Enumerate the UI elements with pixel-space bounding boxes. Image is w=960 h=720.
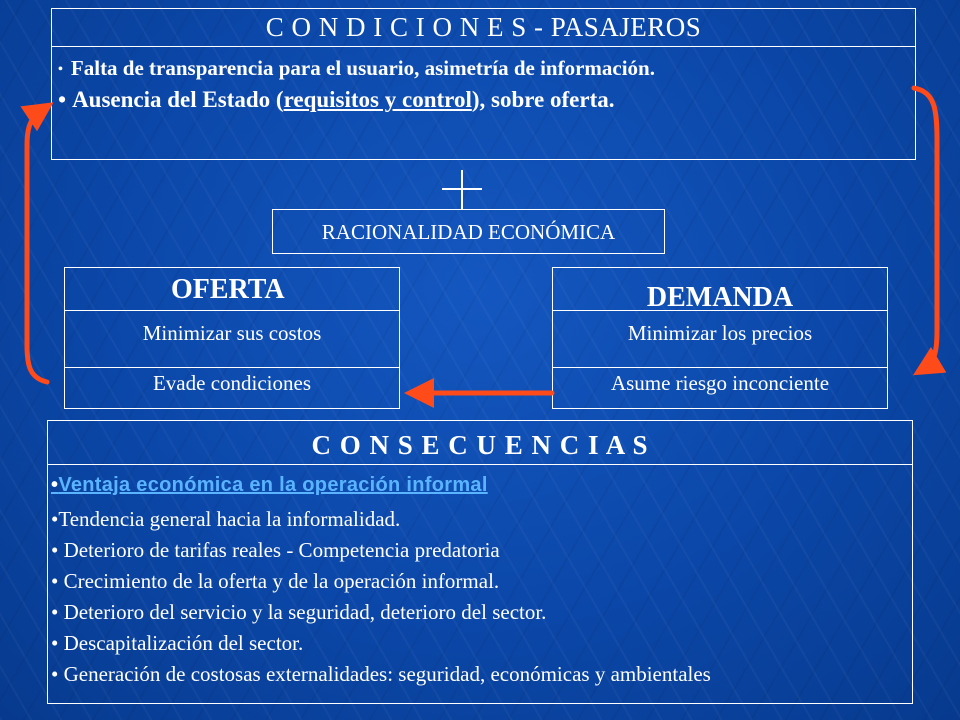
consecuencias-item: • Crecimiento de la oferta y de la operación informal.	[51, 569, 500, 593]
oferta-title: OFERTA	[65, 268, 399, 311]
arrow-oferta-to-condiciones	[27, 110, 47, 382]
consecuencias-item: • Deterioro del servicio y la seguridad, deterioro del sector.	[51, 600, 547, 624]
condiciones-item-text: Falta de transparencia para el usuario, asimetría de información.	[70, 56, 655, 80]
oferta-minimizar-costos: Minimizar sus costos	[65, 311, 399, 368]
arrow-condiciones-to-demanda	[914, 88, 937, 368]
bullet-icon: •	[58, 87, 67, 113]
racionalidad-economica-box: RACIONALIDAD ECONÓMICA	[272, 209, 665, 254]
condiciones-item-text-underlined: requisitos y control	[283, 87, 472, 113]
consecuencias-item: • Generación de costosas externalidades: seguridad, económicas y ambientales	[51, 662, 711, 686]
bullet-icon: •	[58, 62, 63, 78]
condiciones-title: C O N D I C I O N E S - PASAJEROS	[52, 9, 915, 47]
consecuencias-item: •Tendencia general hacia la informalidad.	[51, 507, 401, 531]
demanda-minimizar-precios: Minimizar los precios	[553, 311, 887, 368]
consecuencias-title: C O N S E C U E N C I A S	[48, 421, 912, 465]
oferta-evade-condiciones: Evade condiciones	[152, 371, 312, 395]
ventaja-economica-link[interactable]: Ventaja económica en la operación informal	[58, 474, 488, 496]
condiciones-item-text-pre: Ausencia del Estado (	[72, 87, 284, 113]
consecuencias-item: • Descapitalización del sector.	[51, 631, 304, 655]
demanda-title: DEMANDA	[553, 268, 887, 311]
demanda-asume-riesgo: Asume riesgo inconciente	[610, 371, 830, 395]
condiciones-item-text-post: ), sobre oferta.	[471, 87, 615, 113]
consecuencias-item: • Deterioro de tarifas reales - Competencia predatoria	[51, 538, 500, 562]
bullet-icon: •	[51, 474, 59, 496]
